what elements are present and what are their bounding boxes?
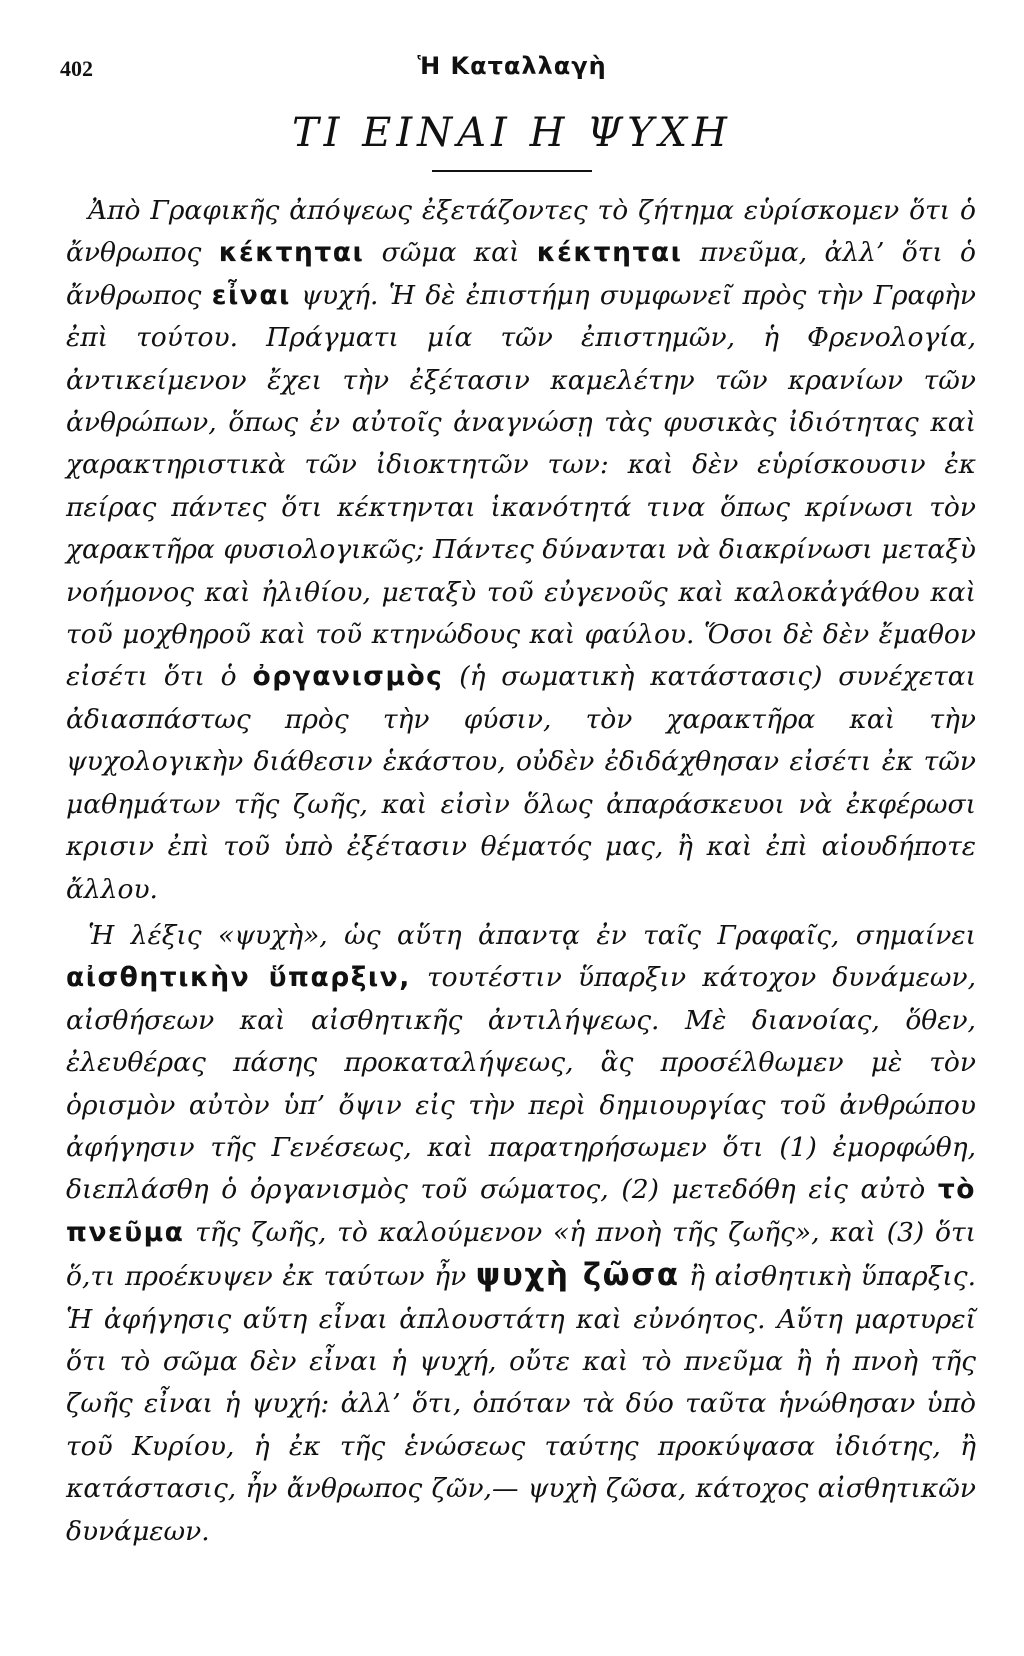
text-run: σῶμα καὶ	[364, 237, 537, 269]
emphasized-term: ψυχὴ ζῶσα	[475, 1257, 680, 1294]
text-run: Ἡ λέξις «ψυχὴ», ὡς αὕτη ἀπαντᾳ ἐν ταῖς Γραφαῖς, σημαίνει	[88, 919, 976, 951]
article-body	[66, 190, 976, 1553]
text-run: πνεῦμα, ἀλλ’ ὅτι ὁ ἄνθρωπος	[66, 237, 976, 311]
emphasized-term: κέκτηται	[218, 237, 365, 269]
text-run: Ἀπὸ Γραφικῆς ἀπόψεως ἐξετάζοντες τὸ ζήτημα εὑρίσκομεν ὅτι ὁ ἄνθρωπος	[66, 195, 976, 269]
text-run: (ἡ σωματικὴ κατάστασις) συνέχεται ἀδιασπάστως πρὸς τὴν φύσιν, τὸν χαρακτῆρα καὶ τὴν ψυχολογικὴν διάθεσιν ἑκάστου, οὐδὲν ἐδιδάχθησαν εἰσέτι ἐκ τῶν μαθημάτων τῆς ζωῆς, καὶ εἰσὶν ὅλως ἀπαράσκευοι νὰ ἐκφέρωσι κρισιν ἐπὶ τοῦ ὑπὸ ἐξέτασιν θέματός μας, ἢ καὶ ἐπὶ αἱουδήποτε ἄλλου.	[66, 661, 977, 905]
paragraph-1	[66, 190, 976, 911]
text-run: τουτέστιν ὕπαρξιν κάτοχον δυνάμεων, αἰσθήσεων καὶ αἰσθητικῆς ἀντιλήψεως. Μὲ διανοίας, ὅθεν, ἐλευθέρας πάσης προκαταλήψεως, ἃς προσέλθωμεν μὲ τὸν ὁρισμὸν αὐτὸν ὑπ’ ὄψιν εἰς τὴν περὶ δημιουργίας τοῦ ἀνθρώπου ἀφήγησιν τῆς Γενέσεως, καὶ παρατηρήσωμεν ὅτι (1) ἐμορφώθη, διεπλάσθη ὁ ὀργανισμὸς τοῦ σώματος, (2) μετεδόθη εἰς αὐτὸ	[66, 962, 976, 1206]
text-run: τῆς ζωῆς, τὸ καλούμενον «ἡ πνοὴ τῆς ζωῆς», καὶ (3) ὅτι ὅ,τι προέκυψεν ἐκ ταύτων ἦν	[66, 1216, 976, 1293]
text-run: ψυχή. Ἡ δὲ ἐπιστήμη συμφωνεῖ πρὸς τὴν Γραφὴν ἐπὶ τούτου. Πράγματι μία τῶν ἐπιστημῶν, ἡ Φρενολογία, ἀντικείμενον ἔχει τὴν ἐξέτασιν καμελέτην τῶν κρανίων τῶν ἀνθρώπων, ὅπως ἐν αὐτοῖς ἀναγνώσῃ τὰς φυσικὰς ἰδιότητας καὶ χαρακτηριστικὰ τῶν ἰδιοκτητῶν των: καὶ δὲν εὑρίσκουσιν ἐκ πείρας πάντες ὅτι κέκτηνται ἱκανότητά τινα ὅπως κρίνωσι τὸν χαρακτῆρα φυσιολογικῶς; Πάντες δύνανται νὰ διακρίνωσι μεταξὺ νοήμονος καὶ ἠλιθίου, μεταξὺ τοῦ εὐγενοῦς καὶ καλοκἀγάθου καὶ τοῦ μοχθηροῦ καὶ τοῦ κτηνώδους καὶ φαύλου. Ὅσοι δὲ δὲν ἔμαθον εἰσέτι ὅτι ὁ	[66, 279, 976, 693]
emphasized-term: κέκτηται	[536, 237, 683, 269]
paragraph-2	[66, 915, 976, 1553]
emphasized-term: ὀργανισμὸς	[252, 661, 444, 693]
title-divider	[432, 170, 592, 172]
page-header	[0, 52, 1024, 92]
running-title: Ἡ Καταλλαγὴ	[417, 52, 607, 80]
emphasized-term: τὸ πνεῦμα	[66, 1174, 976, 1248]
emphasized-term: εἶναι	[211, 279, 291, 311]
emphasized-term: αἰσθητικὴν ὕπαρξιν,	[66, 962, 411, 994]
article-title: ΤΙ ΕΙΝΑΙ Η ΨΥΧΗ	[291, 110, 733, 156]
page-number: 402	[60, 56, 93, 81]
text-run: ἢ αἰσθητικὴ ὕπαρξις. Ἡ ἀφήγησις αὕτη εἶναι ἁπλουστάτη καὶ εὐνόητος. Αὕτη μαρτυρεῖ ὅτι τὸ σῶμα δὲν εἶναι ἡ ψυχή, οὔτε καὶ τὸ πνεῦμα ἢ ἡ πνοὴ τῆς ζωῆς εἶναι ἡ ψυχή: ἀλλ’ ὅτι, ὁπόταν τὰ δύο ταῦτα ἡνώθησαν ὑπὸ τοῦ Κυρίου, ἡ ἐκ τῆς ἑνώσεως ταύτης προκύψασα ἰδιότης, ἢ κατάστασις, ἦν ἄνθρωπος ζῶν,— ψυχὴ ζῶσα, κάτοχος αἰσθητικῶν δυνάμεων.	[66, 1261, 976, 1547]
